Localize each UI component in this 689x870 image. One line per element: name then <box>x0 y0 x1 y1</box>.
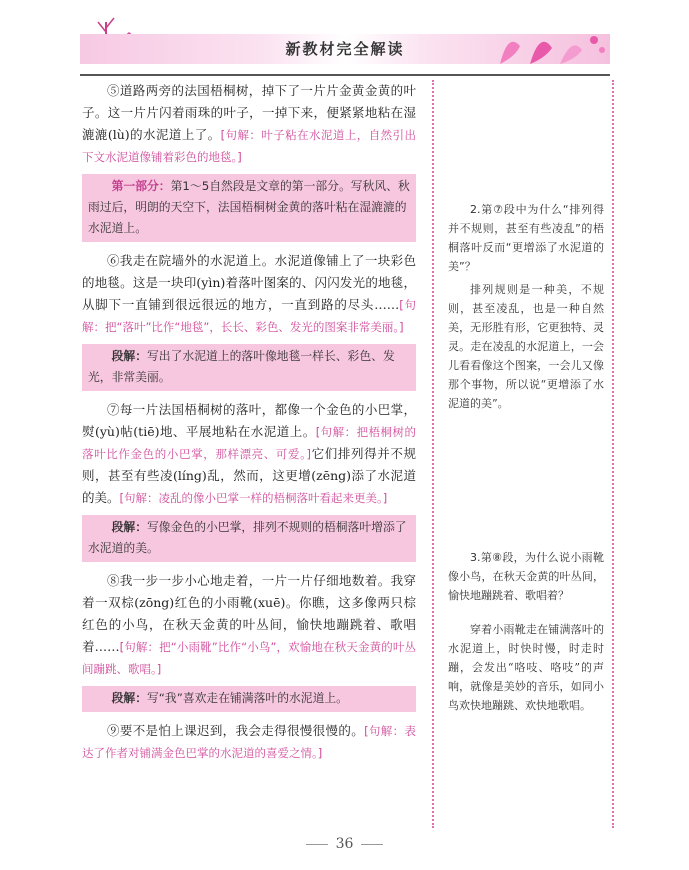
paragraph-7-comment-2: [句解：凌乱的像小巴掌一样的梧桐落叶看起来更美。] <box>119 491 388 505</box>
header-divider <box>80 74 610 76</box>
paragraph-5-comment: [句解：叶子粘在水泥道上，自然引出下文水泥道像铺着彩色的地毯。] <box>82 128 416 164</box>
paragraph-7-summary-box <box>82 515 416 562</box>
question-3: 3.第⑧段，为什么说小雨靴像小鸟，在秋天金黄的叶丛间，愉快地蹦跳着、歌唱着？ <box>448 551 604 602</box>
flower-illustration <box>490 26 610 66</box>
sidebar-panel <box>434 80 612 828</box>
page-title: 新教材完全解读 <box>285 40 405 58</box>
page-number-dash-left <box>306 844 328 845</box>
paragraph-6-summary-box <box>82 344 416 391</box>
paragraph-6-comment: [句解：把“落叶”比作“地毯”，长长、彩色、发光的图案非常美丽。] <box>82 298 416 334</box>
page-number-value: 36 <box>335 836 354 852</box>
paragraph-5 <box>82 80 416 168</box>
paragraph-8-summary-text: 写“我”喜欢走在铺满落叶的水泥道上。 <box>147 691 348 705</box>
paragraph-6-summary-label: 段解： <box>111 349 147 363</box>
paragraph-8-comment: [句解：把“小雨靴”比作“小鸟”，欢愉地在秋天金黄的叶丛间蹦跳、歌唱。] <box>82 640 416 676</box>
question-2: 2.第⑦段中为什么“排列得并不规则，甚至有些凌乱”的梧桐落叶反而“更增添了水泥道的美”？ <box>448 203 604 273</box>
paragraph-9-text: ⑨要不是怕上课迟到，我会走得很慢很慢的。 <box>107 723 365 738</box>
paragraph-7-text: ⑦每一片法国梧桐树的落叶，都像一个金色的小巴掌，熨(yù)帖(tiē)地、平展地粘在水泥道上。 <box>82 402 416 439</box>
paragraph-7-comment-1: [句解：把梧桐树的落叶比作金色的小巴掌，那样漂亮、可爱。] <box>82 425 416 461</box>
paragraph-5-text: ⑤道路两旁的法国梧桐树，掉下了一片片金黄金黄的叶子。这一片片闪着雨珠的叶子，一掉下来，便紧紧地粘在湿漉漉(lù)的水泥道上了。 <box>82 83 416 142</box>
part-one-label: 第一部分： <box>111 179 171 193</box>
paragraph-6-summary-text: 写出了水泥道上的落叶像地毯一样长、彩色、发光，非常美丽。 <box>88 349 395 384</box>
page-number-dash-right <box>361 844 383 845</box>
answer-2: 排列规则是一种美，不规则，甚至凌乱，也是一种自然美，无形胜有形，它更独特、灵灵。走在凌乱的水泥道上，一会儿看看像这个图案，一会儿又像那个事物，所以说“更增添了水泥道的美”。 <box>448 283 604 410</box>
paragraph-7-summary-text: 写像金色的小巴掌，排列不规则的梧桐落叶增添了水泥道的美。 <box>88 520 407 555</box>
paragraph-8-text: ⑧我一步一步小心地走着，一片一片仔细地数着。我穿着一双棕(zōng)红色的小雨靴(xuē)。你瞧，这多像两只棕红色的小鸟，在秋天金黄的叶丛间，愉快地蹦跳着、歌唱着…… <box>82 573 416 654</box>
paragraph-8-summary-box <box>82 686 416 712</box>
page-number <box>0 836 689 852</box>
paragraph-8 <box>82 570 416 680</box>
paragraph-6-text: ⑥我走在院墙外的水泥道上。水泥道像铺上了一块彩色的地毯。这是一块印(yìn)着落叶图案的、闪闪发光的地毯，从脚下一直铺到很远很远的地方，一直到路的尽头…… <box>82 253 416 312</box>
paragraph-7 <box>82 399 416 509</box>
part-one-summary-box <box>82 174 416 242</box>
paragraph-9 <box>82 720 416 764</box>
paragraph-7-summary-label: 段解： <box>111 520 147 534</box>
answer-3: 穿着小雨靴走在铺满落叶的水泥道上，时快时慢，时走时蹦，会发出“咯吱、咯吱”的声响，就像是美妙的音乐，如同小鸟欢快地蹦跳、欢快地歌唱。 <box>448 623 604 712</box>
paragraph-6 <box>82 250 416 338</box>
part-one-text: 第1～5自然段是文章的第一部分。写秋风、秋雨过后，明朗的天空下，法国梧桐树金黄的落叶粘在湿漉漉的水泥道上。 <box>88 179 410 235</box>
paragraph-8-summary-label: 段解： <box>111 691 147 705</box>
paragraph-9-comment: [句解：表达了作者对铺满金色巴掌的水泥道的喜爱之情。] <box>82 724 416 760</box>
page-header <box>80 0 610 70</box>
question-sidebar <box>432 80 614 828</box>
main-text-column <box>82 80 416 770</box>
paragraph-7-text-2: 它们排列得并不规则，甚至有些凌(líng)乱，然而，这更增(zēng)添了水泥道的美。 <box>82 446 416 505</box>
